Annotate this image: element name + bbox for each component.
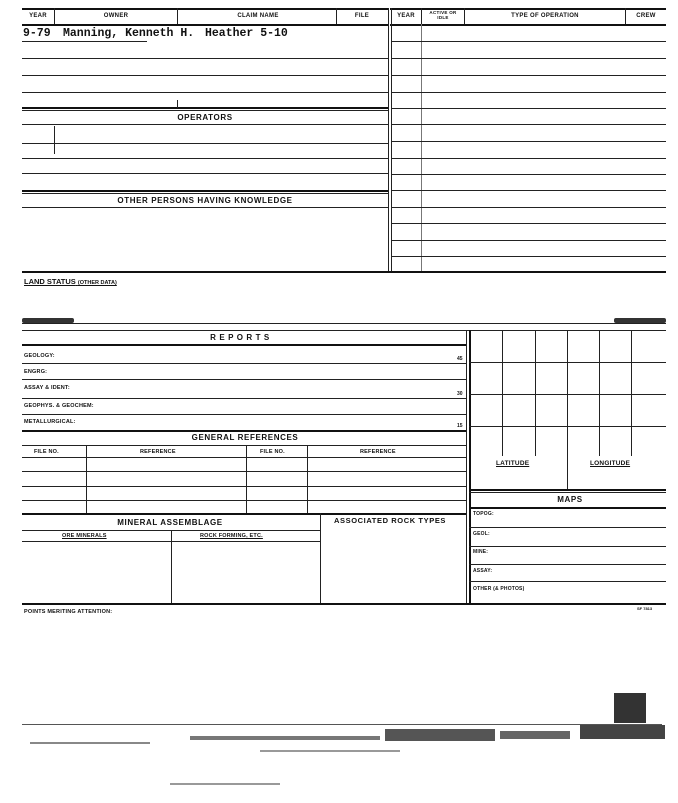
header-file: FILE <box>354 13 370 19</box>
report-assay-num: 30 <box>457 391 463 397</box>
header-year-2: YEAR <box>397 13 415 19</box>
map-geol: GEOL: <box>473 531 490 537</box>
header-claim-name: CLAIM NAME <box>237 13 279 19</box>
header-active-idle: ACTIVE OR IDLE <box>429 10 457 20</box>
map-other: OTHER (& PHOTOS) <box>473 586 525 592</box>
report-metallurgical-num: 15 <box>457 423 463 429</box>
header-owner: OWNER <box>103 13 129 19</box>
longitude-label: LONGITUDE <box>590 460 631 467</box>
rock-forming-label: ROCK FORMING, ETC. <box>200 533 263 539</box>
land-status-text: LAND STATUS <box>24 277 76 286</box>
header-crew: CREW <box>636 13 656 19</box>
entry-year: 9-79 <box>23 27 51 40</box>
land-status-sub: (OTHER DATA) <box>77 280 117 286</box>
report-geology: GEOLOGY: <box>24 353 55 359</box>
report-geophys: GEOPHYS. & GEOCHEM: <box>24 403 94 409</box>
entry-claim-name: Heather 5-10 <box>205 27 288 40</box>
ore-minerals-label: ORE MINERALS <box>62 533 107 539</box>
map-mine: MINE: <box>473 549 489 555</box>
header-type-of-operation: TYPE OF OPERATION <box>511 13 579 19</box>
ref-reference-2: REFERENCE <box>360 449 396 455</box>
latitude-label: LATITUDE <box>496 460 530 467</box>
associated-rock-types-title: ASSOCIATED ROCK TYPES <box>333 516 447 525</box>
maps-title: MAPS <box>557 495 583 504</box>
land-status-label <box>24 277 117 286</box>
report-metallurgical: METALLURGICAL: <box>24 419 76 425</box>
form-code: SF 7813 <box>637 606 653 611</box>
punch-mark-right <box>614 318 666 323</box>
report-geology-num: 45 <box>457 356 463 362</box>
black-square-mark <box>614 693 646 723</box>
map-assay: ASSAY: <box>473 568 493 574</box>
reports-title: R E P O R T S <box>210 333 270 342</box>
header-year: YEAR <box>29 13 47 19</box>
operators-title: OPERATORS <box>177 113 233 122</box>
ref-reference-1: REFERENCE <box>140 449 176 455</box>
punch-mark-left <box>22 318 74 323</box>
map-topog: TOPOG: <box>473 511 494 517</box>
mineral-assemblage-title: MINERAL ASSEMBLAGE <box>117 518 223 527</box>
report-engrg: ENGRG: <box>24 369 48 375</box>
report-assay: ASSAY & IDENT: <box>24 385 70 391</box>
general-references-title: GENERAL REFERENCES <box>191 433 299 442</box>
entry-owner: Manning, Kenneth H. <box>63 27 195 40</box>
ref-file-no-2: FILE NO. <box>260 449 285 455</box>
other-persons-title: OTHER PERSONS HAVING KNOWLEDGE <box>117 196 293 205</box>
points-meriting-label: POINTS MERITING ATTENTION: <box>24 609 113 615</box>
ref-file-no-1: FILE NO. <box>34 449 59 455</box>
